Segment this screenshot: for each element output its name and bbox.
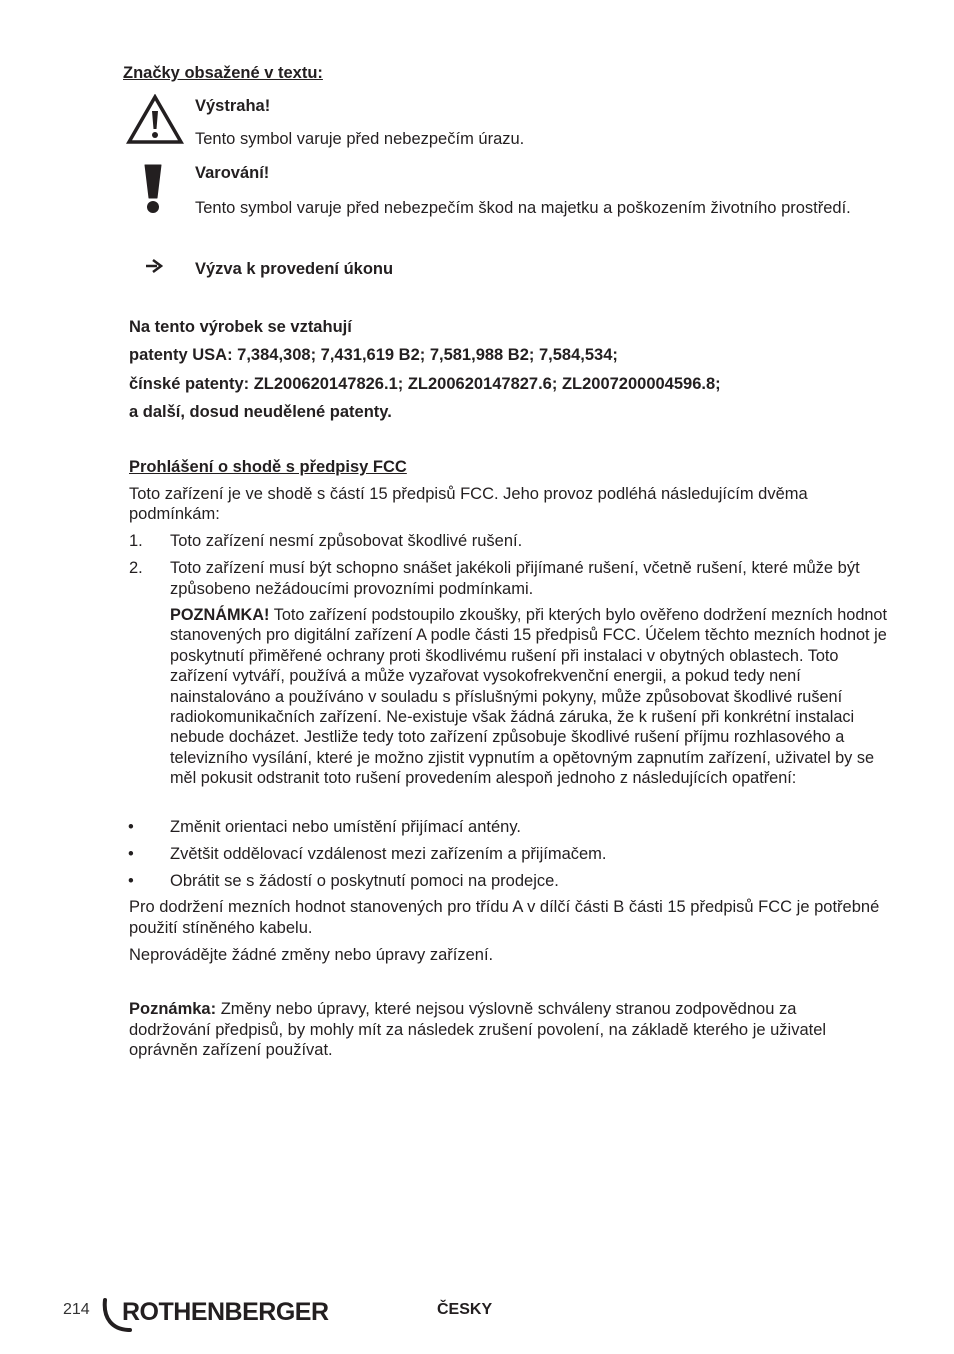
bullet-icon: • (128, 818, 134, 836)
list-item-1: Toto zařízení nesmí způsobovat škodlivé rušení. (170, 532, 523, 550)
list-item-number: 2. (129, 559, 143, 577)
fcc-heading: Prohlášení o shodě s předpisy FCC (129, 458, 407, 476)
fcc-note (170, 605, 892, 789)
fcc-final-note (129, 999, 869, 1061)
symbols-heading: Značky obsažené v textu: (123, 64, 323, 82)
list-item-number: 1. (129, 532, 143, 550)
exclamation-icon (143, 163, 163, 221)
patents-line-3: čínské patenty: ZL200620147826.1; ZL200620147827.6; ZL2007200004596.8; (129, 375, 721, 393)
fcc-no-changes-paragraph: Neprovádějte žádné změny nebo úpravy zařízení. (129, 946, 494, 964)
final-note-label: Poznámka: (129, 1000, 217, 1018)
fcc-intro: Toto zařízení je ve shodě s částí 15 předpisů FCC. Jeho provoz podléhá následujícím dvěma podmínkám: (129, 485, 808, 523)
bullet-icon: • (128, 872, 134, 890)
arrow-right-icon (145, 258, 163, 280)
warning-triangle-icon (126, 94, 184, 152)
page-number: 214 (63, 1301, 90, 1318)
warning-text: Tento symbol varuje před nebezpečím úrazu. (195, 130, 525, 148)
fcc-class-a-paragraph: Pro dodržení mezních hodnot stanovených pro třídu A v dílčí části B části 15 předpisů FCC je potřebné použití stíněného kabelu. (129, 898, 880, 937)
note-text: Toto zařízení podstoupilo zkoušky, při kterých bylo ověřeno dodržení mezních hodnot stanovených pro digitální zařízení A podle části 15 předpisů FCC. Účelem těchto mezních hodnot je poskytnutí přiměřené ochrany proti škodlivému rušení při instalaci v obytných oblastech. Toto zařízení vytváří, používá a může vyzařovat vysokofrekvenční energii, a pokud tedy není nainstalováno a používáno v souladu s příslušnými pokyny, může způsobovat škodlivé rušení radiokomunikačních zařízení. Ne-existuje však žádná záruka, že k rušení při konkrétní instalaci nebude docházet. Jestliže tedy toto zařízení způsobuje škodlivé rušení příjmu rozhlasového a televizního vysílání, které je možno zjistit vypnutím a opětovným zapnutím zařízení, uživatel by se měl pokusit odstranit toto rušení provedením alespoň jednoho z následujících opatření: (170, 606, 888, 788)
brand-name: ROTHENBERGER (122, 1298, 329, 1326)
patents-line-1: Na tento výrobek se vztahují (129, 318, 352, 336)
rothenberger-logo (100, 1294, 350, 1336)
bullet-item-2: Zvětšit oddělovací vzdálenost mezi zařízením a přijímačem. (170, 845, 607, 863)
bullet-icon: • (128, 845, 134, 863)
bullet-item-1: Změnit orientaci nebo umístění přijímací antény. (170, 818, 521, 836)
language-label: ČESKY (437, 1301, 493, 1318)
caution-title: Varování! (195, 164, 270, 182)
list-item-2: Toto zařízení musí být schopno snášet jakékoli přijímané rušení, včetně rušení, které může být způsobeno nežádoucími provozními podmínkami. (170, 559, 860, 598)
warning-title: Výstraha! (195, 97, 271, 115)
action-text: Výzva k provedení úkonu (195, 260, 394, 278)
bullet-item-3: Obrátit se s žádostí o poskytnutí pomoci na prodejce. (170, 872, 559, 890)
caution-text: Tento symbol varuje před nebezpečím škod na majetku a poškozením životního prostředí. (195, 199, 851, 217)
note-label: POZNÁMKA! (170, 606, 270, 624)
patents-line-4: a další, dosud neudělené patenty. (129, 403, 392, 421)
final-note-text: Změny nebo úpravy, které nejsou výslovně schváleny stranou zodpovědnou za dodržování předpisů, by mohly mít za následek zrušení povolení, na základě kterého je uživatel oprávněn zařízení používat. (129, 1000, 827, 1059)
patents-line-2: patenty USA: 7,384,308; 7,431,619 B2; 7,581,988 B2; 7,584,534; (129, 346, 618, 364)
